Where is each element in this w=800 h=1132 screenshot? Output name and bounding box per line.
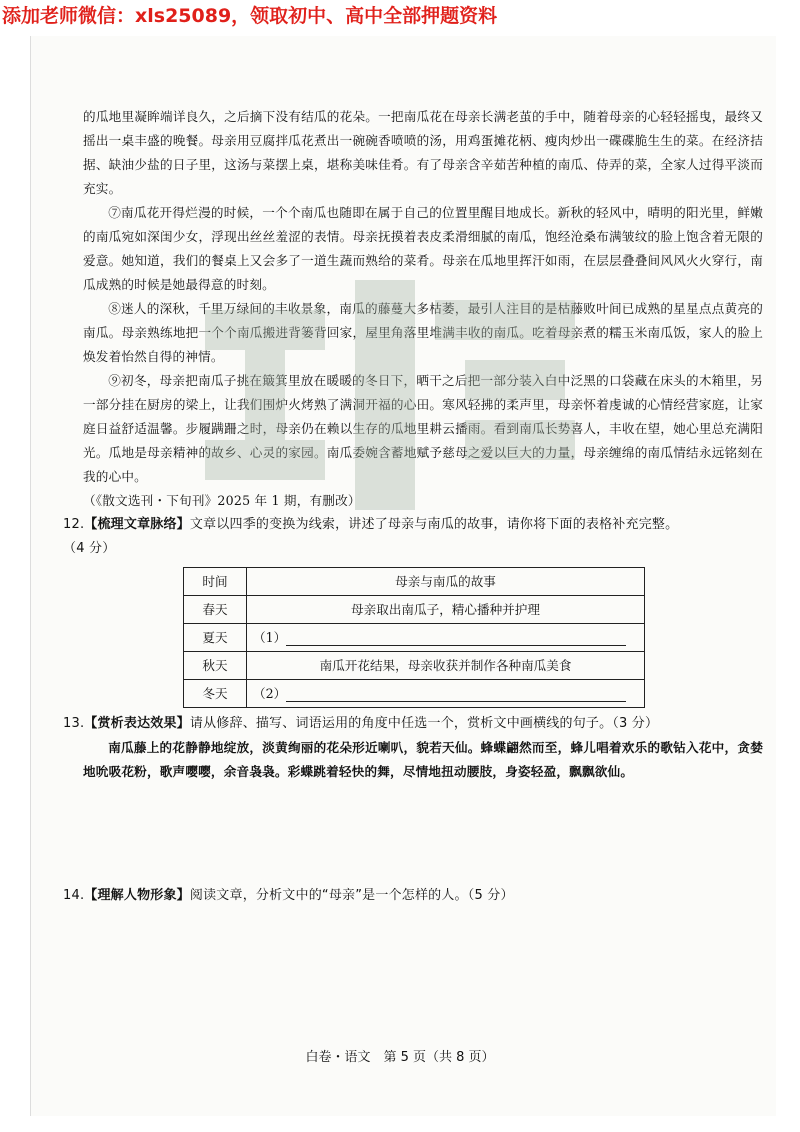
answer-blank-1[interactable] bbox=[247, 624, 645, 652]
table-header-row bbox=[184, 568, 645, 596]
question-13 bbox=[63, 712, 763, 736]
table-row bbox=[184, 624, 645, 652]
paragraph-7: ⑦南瓜花开得烂漫的时候，一个个南瓜也随即在属于自己的位置里醒目地成长。新秋的轻风中，晴明的阳光里，鲜嫩的南瓜宛如深闺少女，浮现出丝丝羞涩的表情。母亲抚摸着表皮柔滑细腻的南瓜，饱经沧桑布满皱纹的脸上饱含着无限的爱意。她知道，我们的餐桌上又会多了一道生蔬而熟给的菜肴。母亲在瓜地里挥汗如雨，在层层叠叠间风风火火穿行，南瓜成熟的时候是她最得意的时刻。 bbox=[83, 205, 763, 292]
table-row bbox=[184, 680, 645, 708]
table-row bbox=[184, 652, 645, 680]
question-tag: 【赏析表达效果】 bbox=[84, 716, 190, 731]
header-story: 母亲与南瓜的故事 bbox=[247, 568, 645, 596]
question-tag: 【梳理文章脉络】 bbox=[84, 517, 190, 532]
blank-label: （2） bbox=[253, 685, 287, 701]
source-citation: （《散文选刊・下旬刊》2025 年 1 期，有删改） bbox=[83, 493, 361, 508]
underlined-quote: 南瓜藤上的花静静地绽放，淡黄绚丽的花朵形近喇叭，貌若天仙。蜂蝶翩然而至，蜂儿唱着欢乐的歌钻入花中，贪婪地吮吸花粉，歌声嘤嘤，余音袅袅。彩蝶跳着轻快的舞，尽情地扭动腰肢，身姿轻盈，飘飘欲仙。 bbox=[83, 740, 763, 779]
paragraph-8: ⑧迷人的深秋，千里万绿间的丰收景象，南瓜的藤蔓大多枯萎，最引人注目的是枯藤败叶间已成熟的星星点点黄亮的南瓜。母亲熟练地把一个个南瓜搬进背篓背回家，屋里角落里堆满丰收的南瓜。吃着母亲煮的糯玉米南瓜饭，家人的脸上焕发着怡然自得的神情。 bbox=[83, 301, 763, 364]
paragraph-9: ⑨初冬，母亲把南瓜子挑在簸箕里放在暖暖的冬日下，晒干之后把一部分装入白中泛黑的口袋藏在床头的木箱里，另一部分挂在厨房的梁上，让我们围炉火烤熟了满洞开福的心田。寒风轻拂的柔声里，母亲怀着虔诚的心情经营家庭，让家庭日益舒适温馨。步履蹒跚之时，母亲仍在赖以生存的瓜地里耕云播雨。看到南瓜长势喜人，丰收在望，她心里总充满阳光。瓜地是母亲精神的故乡、心灵的家园。南瓜委婉含蓄地赋予慈母之爱以巨大的力量，母亲缠绵的南瓜情结永远铭刻在我的心中。 bbox=[83, 373, 763, 484]
question-number: 13. bbox=[63, 716, 85, 731]
answer-blank-2[interactable] bbox=[247, 680, 645, 708]
exam-page bbox=[63, 105, 763, 908]
answer-space-13[interactable] bbox=[83, 784, 763, 884]
season-cell: 秋天 bbox=[184, 652, 247, 680]
question-14 bbox=[63, 884, 763, 908]
page-footer: 白卷・语文 第 5 页（共 8 页） bbox=[305, 1050, 495, 1065]
story-cell: 南瓜开花结果，母亲收获并制作各种南瓜美食 bbox=[247, 652, 645, 680]
question-number: 12. bbox=[63, 517, 85, 532]
season-cell: 冬天 bbox=[184, 680, 247, 708]
question-text: 文章以四季的变换为线索，讲述了母亲与南瓜的故事，请你将下面的表格补充完整。 bbox=[189, 517, 679, 532]
paragraph-6-continued: 的瓜地里凝眸端详良久，之后摘下没有结瓜的花朵。一把南瓜花在母亲长满老茧的手中，随着母亲的心轻轻摇曳，最终又摇出一桌丰盛的晚餐。母亲用豆腐拌瓜花煮出一碗碗香喷喷的汤，用鸡蛋摊花柄、瘦肉炒出一碟碟脆生生的菜。在经济拮据、缺油少盐的日子里，这汤与菜摆上桌，堪称美味佳肴。有了母亲含辛茹苦种植的南瓜、侍弄的菜，全家人过得平淡而充实。 bbox=[83, 109, 763, 196]
header-time: 时间 bbox=[184, 568, 247, 596]
question-12 bbox=[63, 513, 763, 561]
season-cell: 春天 bbox=[184, 596, 247, 624]
season-cell: 夏天 bbox=[184, 624, 247, 652]
question-tag: 【理解人物形象】 bbox=[84, 888, 190, 903]
table-row bbox=[184, 596, 645, 624]
question-score: （4 分） bbox=[63, 541, 116, 556]
promo-banner: 添加老师微信：xls25089，领取初中、高中全部押题资料 bbox=[0, 0, 800, 38]
question-text: 请从修辞、描写、词语运用的角度中任选一个，赏析文中画横线的句子。（3 分） bbox=[189, 716, 659, 731]
blank-label: （1） bbox=[253, 629, 287, 645]
question-text: 阅读文章，分析文中的“母亲”是一个怎样的人。（5 分） bbox=[189, 888, 514, 903]
blank-line bbox=[286, 687, 626, 702]
story-cell: 母亲取出南瓜子，精心播种并护理 bbox=[247, 596, 645, 624]
question-number: 14. bbox=[63, 888, 85, 903]
mother-pumpkin-table bbox=[183, 567, 645, 708]
blank-line bbox=[286, 631, 626, 646]
